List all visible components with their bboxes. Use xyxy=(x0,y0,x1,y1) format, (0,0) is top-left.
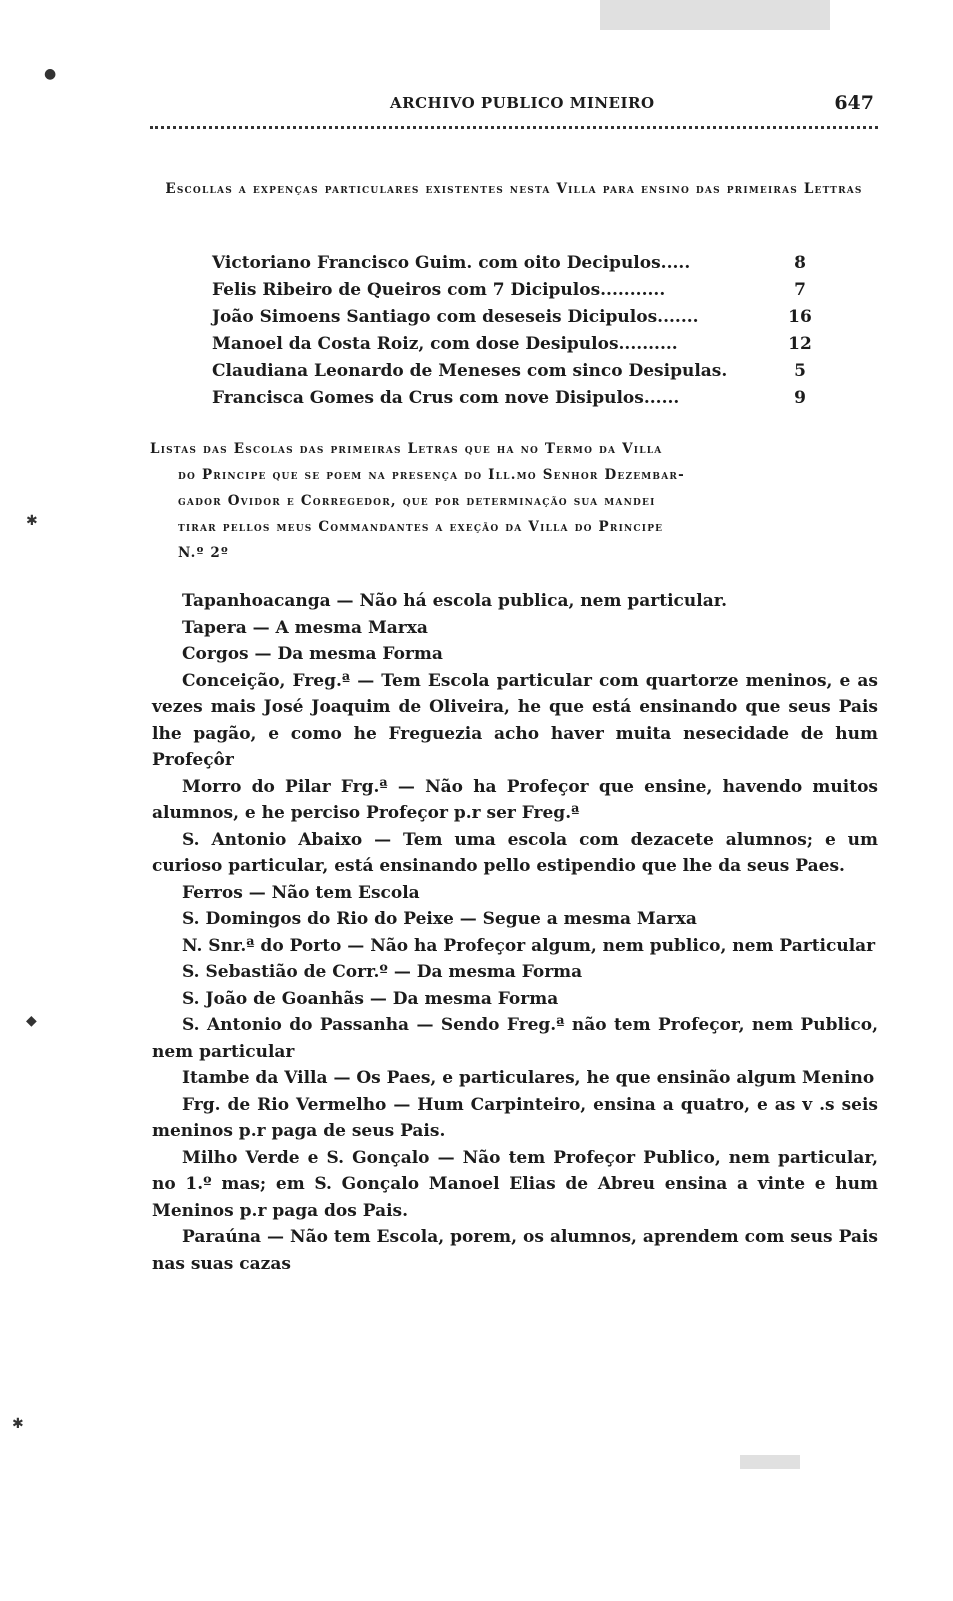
paragraph: Corgos — Da mesma Forma xyxy=(182,644,443,664)
paragraph: N. Snr.ª do Porto — Não ha Profeçor algum, nem publico, nem Particular xyxy=(182,935,876,956)
margin-mark: ◆ xyxy=(26,1013,37,1029)
paragraph: S. Sebastião de Corr.º — Da mesma Forma xyxy=(182,962,583,982)
page-number: 647 xyxy=(834,92,874,114)
list-item xyxy=(212,304,812,331)
list-item-text: Victoriano Francisco Guim. com oito Decipulos..... xyxy=(212,253,691,273)
section-title-line: N.º 2º xyxy=(178,545,229,561)
list-item-count: 16 xyxy=(788,307,812,327)
paragraph: Tapanhoacanga — Não há escola publica, nem particular. xyxy=(182,591,728,611)
paragraph: S. Domingos do Rio do Peixe — Segue a mesma Marxa xyxy=(182,909,697,929)
list-item-text: Claudiana Leonardo de Meneses com sinco Desipulas. xyxy=(212,361,728,381)
list-item xyxy=(212,358,812,385)
list-item-text: Felis Ribeiro de Queiros com 7 Dicipulos........... xyxy=(212,280,666,300)
paragraph: Tapera — A mesma Marxa xyxy=(182,617,428,638)
section-title-school-lists xyxy=(150,436,878,566)
paragraph: S. Antonio Abaixo — Tem uma escola com dezacete alumnos; e um curioso particular, está ensinando pello estipendio que lhe da seus Paes. xyxy=(152,829,878,876)
margin-mark: ✱ xyxy=(26,513,38,529)
paragraph: Itambe da Villa — Os Paes, e particulares, he que ensinão algum Menino xyxy=(182,1068,875,1088)
section-title-line: do Principe que se poem na presença do Ill.mo Senhor Dezembar- xyxy=(178,467,685,483)
paragraph: Morro do Pilar Frg.ª — Não ha Profeçor que ensine, havendo muitos alumnos, e he perciso Profeçor p.r ser Freg.ª xyxy=(152,776,878,823)
paragraph: Milho Verde e S. Gonçalo — Não tem Profeçor Publico, nem particular, no 1.º mas; em S. Gonçalo Manoel Elias de Abreu ensina a vinte e hum Meninos p.r paga dos Pais. xyxy=(152,1147,878,1221)
list-item xyxy=(212,385,812,412)
scan-speck xyxy=(740,1455,800,1469)
section-title-private-schools: Escollas a expenças particulares existentes nesta Villa para ensino das primeiras Lettras xyxy=(165,181,863,197)
scan-speck xyxy=(600,0,830,30)
list-item-text: João Simoens Santiago com deseseis Dicipulos....... xyxy=(212,307,699,327)
page-header xyxy=(150,92,878,122)
list-item-text: Manoel da Costa Roiz, com dose Desipulos.......... xyxy=(212,334,678,354)
paragraph: Frg. de Rio Vermelho — Hum Carpinteiro, ensina a quatro, e as v .s seis meninos p.r paga de seus Pais. xyxy=(152,1094,878,1141)
paragraph: S. Antonio do Passanha — Sendo Freg.ª não tem Profeçor, nem Publico, nem particular xyxy=(152,1015,878,1062)
list-item xyxy=(212,277,812,304)
body-text xyxy=(152,588,878,1277)
margin-mark: ● xyxy=(44,66,57,82)
margin-mark: ✱ xyxy=(12,1416,24,1432)
list-item-count: 8 xyxy=(794,253,806,273)
list-item-count: 5 xyxy=(794,361,806,381)
running-title: ARCHIVO PUBLICO MINEIRO xyxy=(390,94,655,112)
list-item-count: 7 xyxy=(794,280,806,300)
section-title-line: Listas das Escolas das primeiras Letras que ha no Termo da Villa xyxy=(150,441,663,457)
teacher-list xyxy=(212,250,812,412)
paragraph: Conceição, Freg.ª — Tem Escola particular com quartorze meninos, e as vezes mais José Joaquim de Oliveira, he que está ensinando que seus Pais lhe pagão, e como he Freguezia acho haver muita nesecidade de hum Profeçôr xyxy=(152,670,878,770)
section-title-line: tirar pellos meus Commandantes a exeção da Villa do Principe xyxy=(178,519,664,535)
paragraph: Ferros — Não tem Escola xyxy=(182,882,420,903)
list-item xyxy=(212,250,812,277)
list-item xyxy=(212,331,812,358)
header-rule xyxy=(150,126,878,129)
paragraph: Paraúna — Não tem Escola, porem, os alumnos, aprendem com seus Pais nas suas cazas xyxy=(152,1227,878,1274)
list-item-count: 12 xyxy=(788,334,812,354)
paragraph: S. João de Goanhãs — Da mesma Forma xyxy=(182,988,559,1009)
section-title-line: gador Ovidor e Corregedor, que por determinação sua mandei xyxy=(178,493,656,509)
list-item-count: 9 xyxy=(794,388,806,408)
list-item-text: Francisca Gomes da Crus com nove Disipulos...... xyxy=(212,388,680,408)
